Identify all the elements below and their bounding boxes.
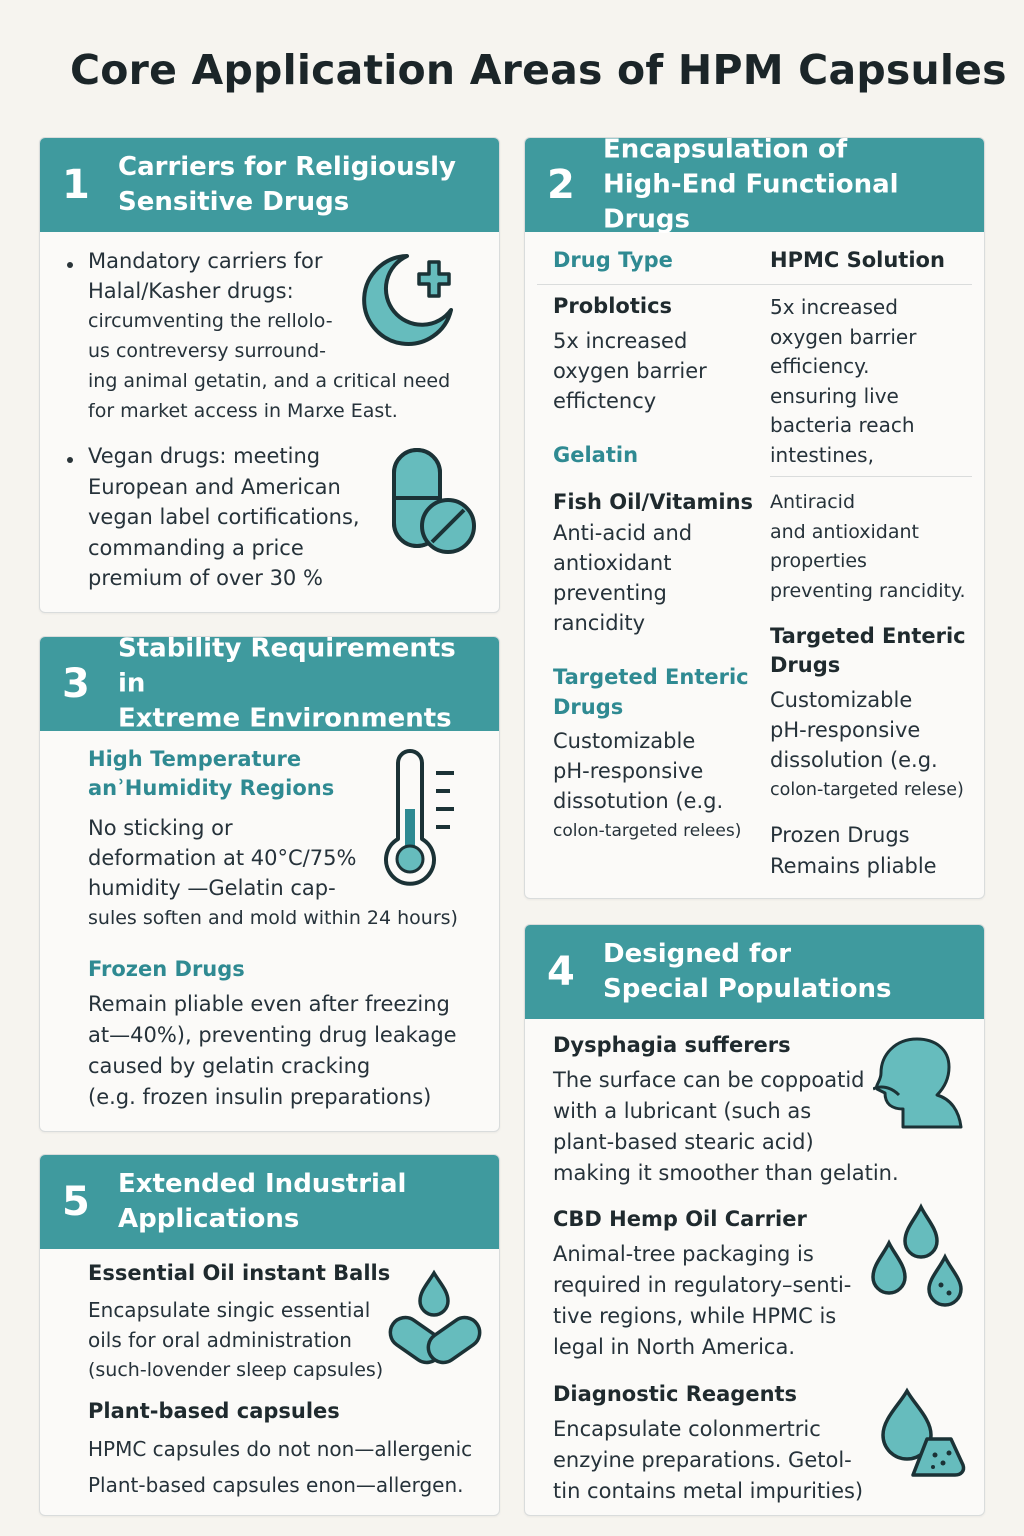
oil-drop-capsules-icon — [386, 1269, 482, 1369]
card-title: Encapsulation of High-End Functional Drugs — [603, 137, 899, 235]
bullet-halal: Mandatory carriers for Halal/Kasher drugs: circumventing the rellolo- us contreversy surround- ing animal getatin, and a critical need for market access in Marxe East. — [88, 249, 451, 422]
card-header — [40, 1155, 499, 1249]
card-religious-carriers — [39, 137, 500, 613]
capsule-pill-icon — [388, 444, 478, 556]
bullet — [67, 262, 73, 268]
card-number: 1 — [62, 162, 90, 208]
solution-fish-oil: Antiracid and antioxidant properties preventing rancidity. — [770, 491, 966, 602]
heading-frozen-drugs: Frozen Drugs — [88, 957, 245, 981]
thermometer-icon — [380, 749, 460, 891]
col-header-hpmc-solution: HPMC Solution — [770, 248, 945, 272]
divider — [537, 284, 972, 285]
dysphagia-desc: The surface can be coppoatid with a lubricant (such as plant-based stearic acid) making it smoother than gelatin. — [553, 1068, 899, 1185]
card-header — [525, 925, 984, 1019]
card-title: Carriers for Religiously Sensitive Drugs — [118, 152, 456, 217]
card-extreme-stability — [39, 636, 500, 1132]
heading-plant-based: Plant-based capsules — [88, 1399, 340, 1423]
drop-powder-icon — [877, 1387, 967, 1487]
bullet-vegan: Vegan drugs: meeting European and American vegan label cortifications, commanding a price premium of over 30 % — [88, 444, 360, 590]
solution-probiotics: 5x increased oxygen barrier efficiency. ensuring live bacteria reach intestines, — [770, 295, 917, 467]
heading-cbd: CBD Hemp Oil Carrier — [553, 1207, 807, 1231]
drug-fish-oil: Fish Oil/Vitamins — [553, 490, 754, 514]
page-title: Core Application Areas of HPM Capsules — [70, 46, 1007, 94]
card-number: 4 — [547, 949, 575, 995]
frozen-drugs-desc: Remain pliable even after freezing at—40%), preventing drug leakage caused by gelatin cracking (e.g. frozen insulin preparations) — [88, 992, 457, 1109]
card-title: Designed for Special Populations — [603, 939, 892, 1004]
divider — [770, 476, 972, 477]
fish-oil-desc: Anti-acid and antioxidant preventing rancidity — [553, 521, 693, 635]
heading-diagnostic: Diagnostic Reagents — [553, 1382, 798, 1406]
drug-targeted-enteric: Targeted Enteric Drugs — [553, 665, 749, 719]
solution-targeted-enteric: Targeted Enteric Drugs — [770, 624, 966, 677]
card-title: Stability Requirements in Extreme Environments — [118, 636, 456, 734]
solution-enteric-desc: Customizable pH-responsive dissolution (e.g. colon-targeted relese) — [770, 688, 964, 800]
heading-essential-oil: Essential Oil instant Balls — [88, 1261, 391, 1285]
heading-high-temp: High Temperature anʾHumidity Regions — [88, 747, 335, 800]
card-title: Extended Industrial Applications — [118, 1169, 407, 1234]
enteric-desc: Customizable pH-responsive dissotution (e.g. colon-targeted relees) — [553, 729, 742, 841]
col-header-drug-type: Drug Type — [553, 248, 673, 272]
card-header — [40, 138, 499, 232]
drug-probiotics: Problotics — [553, 294, 673, 318]
cbd-desc: Animal-tree packaging is required in regulatory–senti- tive regions, while HPMC is legal in North America. — [553, 1242, 852, 1359]
card-number: 3 — [62, 661, 90, 707]
card-number: 5 — [62, 1179, 90, 1225]
card-industrial-applications — [39, 1154, 500, 1516]
card-functional-drugs — [524, 137, 985, 899]
head-profile-icon — [873, 1033, 963, 1129]
card-number: 2 — [547, 162, 575, 208]
droplets-icon — [869, 1203, 969, 1309]
card-special-populations — [524, 924, 985, 1516]
solution-frozen: Prozen Drugs Remains pliable — [770, 823, 937, 878]
card-header — [525, 137, 984, 235]
crescent-cross-icon — [355, 248, 459, 352]
heading-dysphagia: Dysphagia sufferers — [553, 1033, 791, 1057]
high-temp-desc: No sticking or deformation at 40°C/75% humidity —Gelatin cap- sules soften and mold within 24 hours) — [88, 816, 458, 929]
drug-gelatin: Gelatin — [553, 443, 639, 467]
plant-based-desc: HPMC capsules do not non—allergenic Plant-based capsules enon—allergen. — [88, 1437, 473, 1497]
probiotics-desc: 5x increased oxygen barrier effictency — [553, 329, 707, 413]
bullet — [67, 457, 73, 463]
card-header — [40, 636, 499, 734]
diagnostic-desc: Encapsulate colonmertric enzyine preparations. Getol- tin contains metal impurities) — [553, 1417, 864, 1503]
essential-oil-desc: Encapsulate singic essential oils for oral administration (such-lovender sleep capsules) — [88, 1298, 384, 1381]
